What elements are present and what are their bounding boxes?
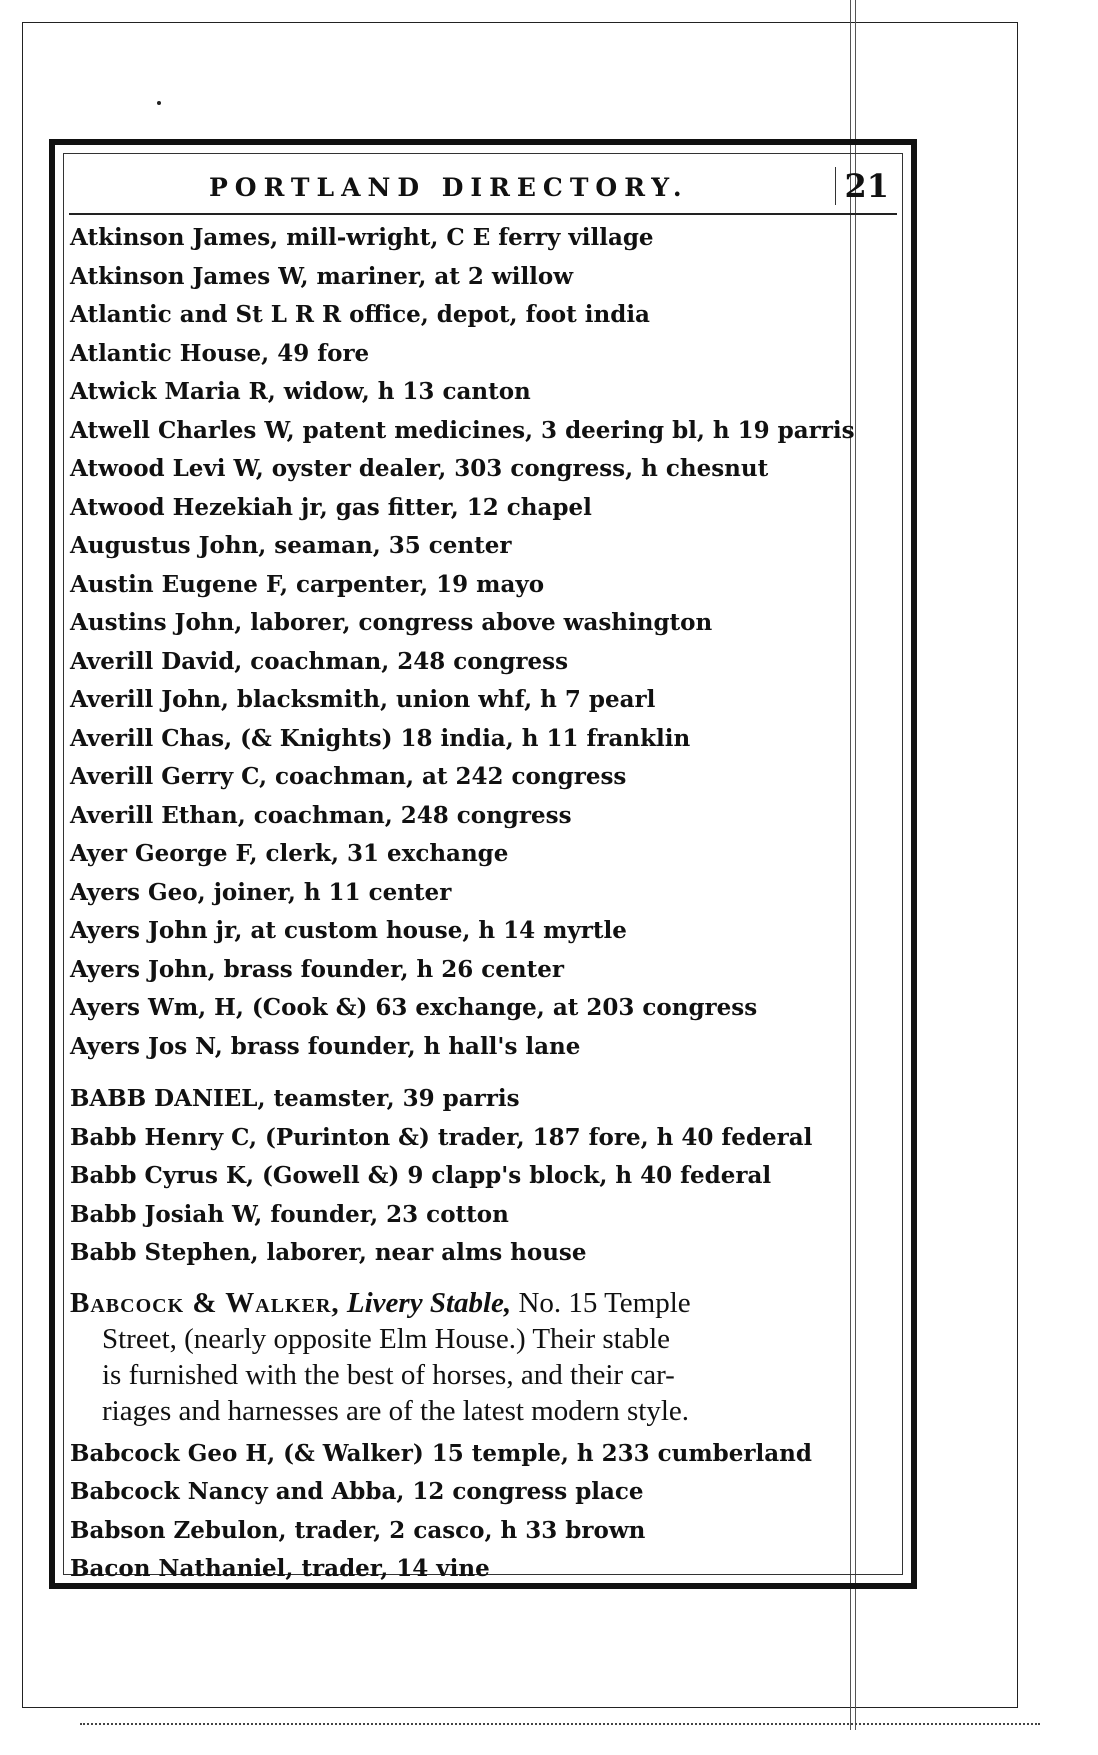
directory-entry: Augustus John, seaman, 35 center [70, 532, 512, 559]
directory-entry: Babb Henry C, (Purinton &) trader, 187 fore, h 40 federal [70, 1123, 813, 1151]
directory-entry: Atlantic and St L R R office, depot, foot india [70, 301, 650, 328]
directory-listing [70, 219, 901, 1589]
directory-entry: Atkinson James W, mariner, at 2 willow [70, 262, 574, 290]
directory-entry: Ayers Geo, joiner, h 11 center [70, 878, 452, 906]
directory-entry: BABB DANIEL, teamster, 39 parris [70, 1085, 520, 1112]
page-header [69, 163, 897, 215]
page-title: PORTLAND DIRECTORY. [209, 173, 689, 202]
ad-line-1 [70, 1285, 901, 1321]
directory-entry: Babb Stephen, laborer, near alms house [70, 1239, 587, 1266]
directory-entry: Averill David, coachman, 248 congress [70, 647, 569, 675]
directory-entry: Atwood Hezekiah jr, gas fitter, 12 chapel [70, 493, 592, 521]
directory-entry: Babson Zebulon, trader, 2 casco, h 33 brown [70, 1516, 646, 1544]
directory-entry: Austin Eugene F, carpenter, 19 mayo [70, 570, 545, 598]
directory-entry: Bacon Nathaniel, trader, 14 vine [70, 1555, 490, 1582]
page-number: 21 [835, 167, 889, 205]
directory-entry: Averill John, blacksmith, union whf, h 7 pearl [70, 686, 656, 713]
section-gap [70, 1066, 901, 1080]
ad-trade: Livery Stable, [346, 1286, 512, 1319]
directory-entry: Babcock Nancy and Abba, 12 congress place [70, 1478, 644, 1505]
bottom-dotted-rule [80, 1723, 1040, 1725]
ad-line-4: riages and harnesses are of the latest modern style. [102, 1394, 690, 1427]
ad-address: No. 15 Temple [518, 1286, 691, 1319]
entries-b [70, 1080, 901, 1273]
directory-entry: Averill Gerry C, coachman, at 242 congress [70, 763, 627, 790]
ad-business-name: Babcock & Walker, [70, 1286, 340, 1319]
directory-entry: Atwick Maria R, widow, h 13 canton [70, 378, 531, 405]
directory-page-panel [49, 139, 917, 1589]
directory-entry: Ayers John, brass founder, h 26 center [70, 955, 565, 983]
directory-entry: Atlantic House, 49 fore [70, 339, 370, 367]
entries-c [70, 1435, 901, 1589]
advertisement [70, 1285, 901, 1429]
stray-mark [157, 101, 161, 105]
directory-entry: Babcock Geo H, (& Walker) 15 temple, h 233 cumberland [70, 1439, 812, 1467]
ad-line-2: Street, (nearly opposite Elm House.) Their stable [102, 1322, 671, 1355]
ad-line-3: is furnished with the best of horses, and their car- [102, 1358, 675, 1391]
directory-entry: Atwood Levi W, oyster dealer, 303 congress, h chesnut [70, 455, 769, 482]
directory-entry: Babb Josiah W, founder, 23 cotton [70, 1200, 509, 1228]
directory-entry: Austins John, laborer, congress above washington [70, 609, 713, 636]
directory-entry: Averill Ethan, coachman, 248 congress [70, 801, 572, 829]
directory-entry: Ayers Wm, H, (Cook &) 63 exchange, at 203 congress [70, 994, 758, 1021]
directory-entry: Babb Cyrus K, (Gowell &) 9 clapp's block, h 40 federal [70, 1162, 772, 1189]
directory-entry: Ayers John jr, at custom house, h 14 myrtle [70, 917, 627, 944]
directory-entry: Ayers Jos N, brass founder, h hall's lane [70, 1032, 581, 1060]
directory-entry: Atwell Charles W, patent medicines, 3 deering bl, h 19 parris [70, 416, 855, 444]
directory-entry: Ayer George F, clerk, 31 exchange [70, 840, 509, 867]
directory-entry: Averill Chas, (& Knights) 18 india, h 11 franklin [70, 724, 691, 752]
entries-a [70, 219, 901, 1066]
directory-entry: Atkinson James, mill-wright, C E ferry village [70, 224, 654, 251]
